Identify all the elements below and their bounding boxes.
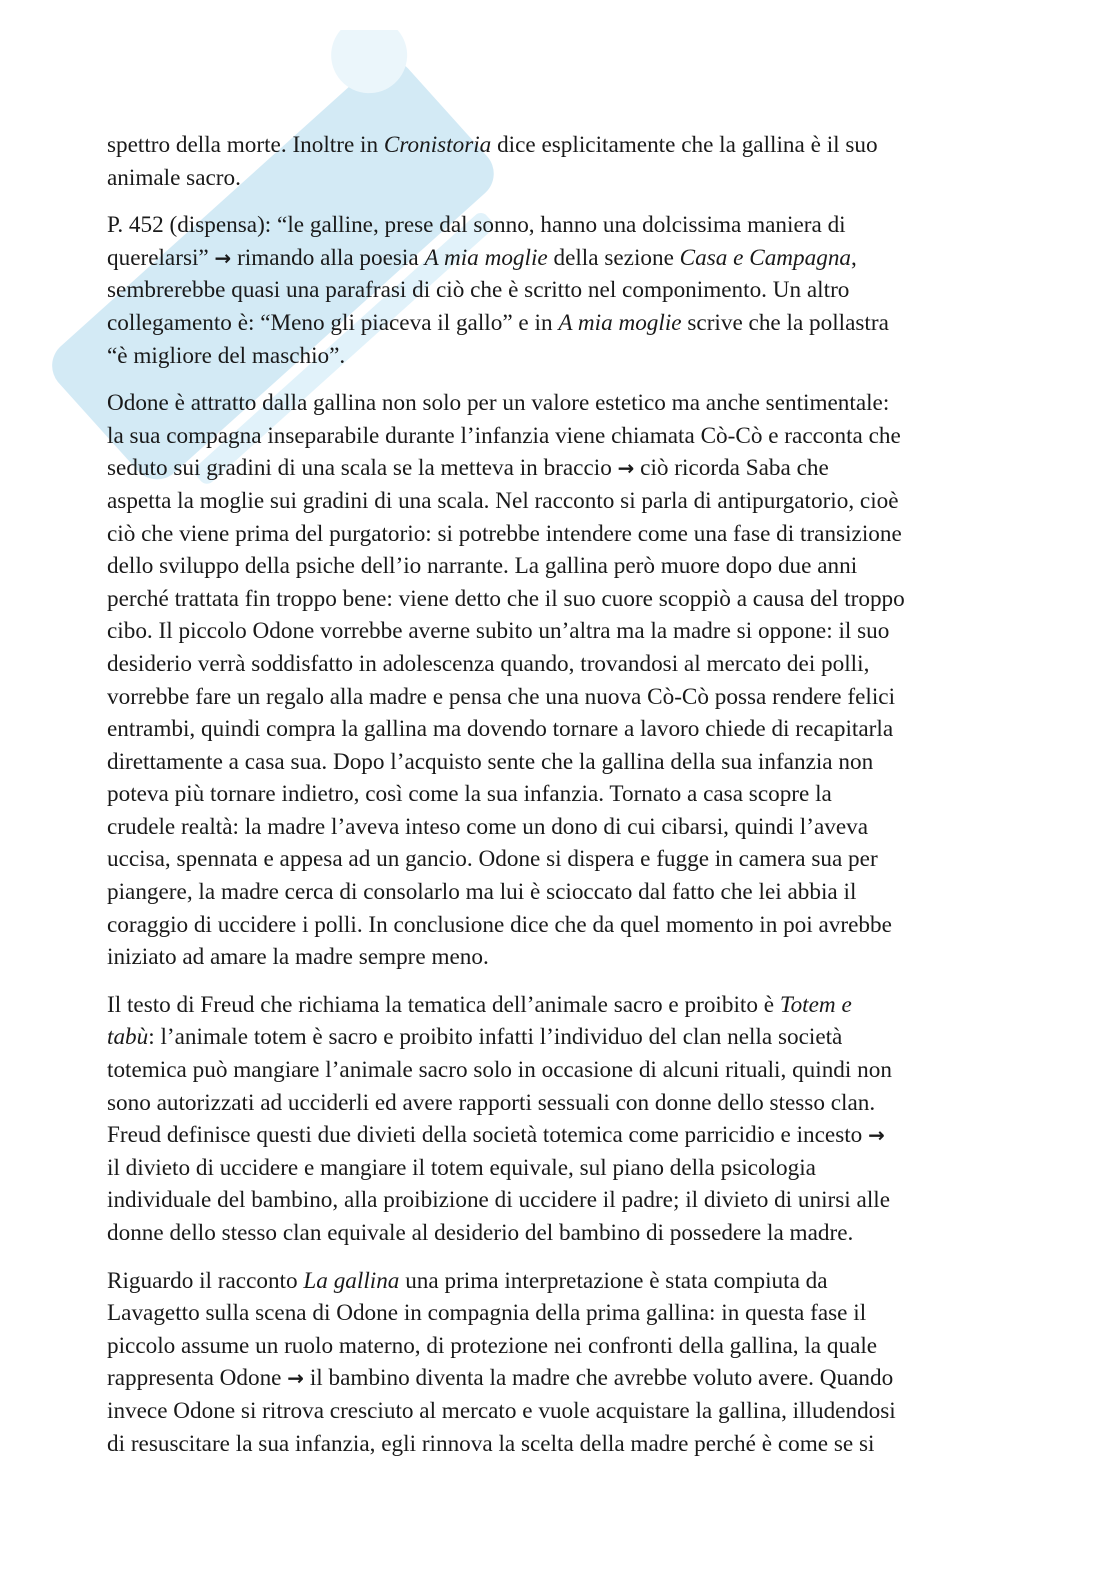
- text-line: [107, 583, 1007, 616]
- arrow-right-icon: →: [214, 245, 232, 270]
- text-run: rappresenta Odone: [107, 1365, 288, 1392]
- text-run: Il testo di Freud che richiama la tematica dell’animale sacro e proibito è: [107, 991, 780, 1018]
- text-run: ,: [851, 244, 857, 271]
- text-line: [107, 681, 1007, 714]
- text-run: rimando alla poesia: [231, 244, 425, 271]
- text-line: [107, 1297, 1007, 1330]
- text-run: di resuscitare la sua infanzia, egli rinnova la scelta della madre perché è come se si: [107, 1430, 875, 1457]
- text-line: [107, 485, 1007, 518]
- document-page: [107, 129, 1007, 1475]
- text-run: Riguardo il racconto: [107, 1267, 304, 1294]
- text-run: vorrebbe fare un regalo alla madre e pensa che una nuova Cò-Cò possa rendere felici: [107, 683, 896, 710]
- text-line: [107, 989, 1007, 1022]
- text-line: [107, 811, 1007, 844]
- text-line: [107, 713, 1007, 746]
- text-line: [107, 876, 1007, 909]
- text-run: piccolo assume un ruolo materno, di protezione nei confronti della gallina, la quale: [107, 1332, 878, 1359]
- text-line: [107, 209, 1007, 242]
- text-run: una prima interpretazione è stata compiuta da: [399, 1267, 828, 1294]
- text-run: aspetta la moglie sui gradini di una scala. Nel racconto si parla di antipurgatorio, cioè: [107, 487, 899, 514]
- text-run: Odone è attratto dalla gallina non solo per un valore estetico ma anche sentimentale:: [107, 390, 890, 417]
- text-line: [107, 648, 1007, 681]
- italic-title: La gallina: [303, 1267, 400, 1294]
- text-line: [107, 518, 1007, 551]
- italic-title: Cronistoria: [383, 132, 492, 158]
- paragraph: [107, 989, 1007, 1250]
- text-line: [107, 1330, 1007, 1363]
- text-line: [107, 242, 1007, 275]
- text-run: ciò ricorda Saba che: [634, 455, 829, 482]
- text-line: [107, 778, 1007, 811]
- italic-title: tabù: [107, 1024, 149, 1051]
- text-run: entrambi, quindi compra la gallina ma dovendo tornare a lavoro chiede di recapitarla: [107, 716, 894, 743]
- text-line: [107, 387, 1007, 420]
- text-run: perché trattata fin troppo bene: viene detto che il suo cuore scoppiò a causa del troppo: [107, 585, 905, 612]
- text-line: [107, 909, 1007, 942]
- text-run: crudele realtà: la madre l’aveva inteso come un dono di cui cibarsi, quindi l’aveva: [107, 813, 869, 840]
- text-line: [107, 746, 1007, 779]
- text-run: cibo. Il piccolo Odone vorrebbe averne subito un’altra ma la madre si oppone: il suo: [107, 618, 890, 645]
- text-line: [107, 340, 1007, 373]
- text-line: [107, 1265, 1007, 1298]
- text-line: [107, 162, 1007, 195]
- paragraph: [107, 387, 1007, 974]
- text-line: [107, 843, 1007, 876]
- text-run: dice esplicitamente che la gallina è il suo: [491, 132, 878, 158]
- text-run: : l’animale totem è sacro e proibito infatti l’individuo del clan nella società: [148, 1024, 843, 1051]
- text-line: [107, 550, 1007, 583]
- text-run: querelarsi”: [107, 244, 215, 271]
- text-run: la sua compagna inseparabile durante l’infanzia viene chiamata Cò-Cò e racconta che: [107, 422, 901, 449]
- arrow-right-icon: →: [868, 1123, 885, 1148]
- text-run: “è migliore del maschio”.: [107, 342, 346, 369]
- text-run: piangere, la madre cerca di consolarlo ma lui è scioccato dal fatto che lei abbia il: [107, 879, 857, 906]
- text-run: scrive che la pollastra: [681, 309, 889, 336]
- text-run: iniziato ad amare la madre sempre meno.: [107, 944, 489, 971]
- text-line: [107, 1021, 1007, 1054]
- text-line: [107, 1152, 1007, 1185]
- text-line: [107, 1395, 1007, 1428]
- italic-title: Totem e: [779, 991, 852, 1018]
- italic-title: A mia moglie: [424, 244, 548, 271]
- text-line: [107, 1119, 1007, 1152]
- text-line: [107, 1087, 1007, 1120]
- text-line: [107, 1362, 1007, 1395]
- text-run: individuale del bambino, alla proibizione di uccidere il padre; il divieto di unirsi alle: [107, 1187, 890, 1214]
- paragraph: [107, 129, 1007, 194]
- text-run: invece Odone si ritrova cresciuto al mercato e vuole acquistare la gallina, illudendosi: [107, 1397, 896, 1424]
- paragraph: [107, 1265, 1007, 1461]
- text-run: collegamento è: “Meno gli piaceva il gallo” e in: [107, 309, 559, 336]
- text-run: spettro della morte. Inoltre in: [107, 132, 384, 158]
- text-run: Freud definisce questi due divieti della società totemica come parricidio e incesto: [107, 1122, 869, 1149]
- text-line: [107, 941, 1007, 974]
- text-run: Lavagetto sulla scena di Odone in compagnia della prima gallina: in questa fase il: [107, 1300, 867, 1327]
- text-run: P. 452 (dispensa): “le galline, prese dal sonno, hanno una dolcissima maniera di: [107, 212, 846, 239]
- arrow-right-icon: →: [287, 1366, 305, 1391]
- text-run: dello sviluppo della psiche dell’io narrante. La gallina però muore dopo due anni: [107, 553, 858, 580]
- text-run: seduto sui gradini di una scala se la metteva in braccio: [107, 455, 618, 482]
- text-line: [107, 420, 1007, 453]
- arrow-right-icon: →: [617, 456, 635, 481]
- italic-title: Casa e Campagna: [679, 244, 852, 271]
- text-run: animale sacro.: [107, 164, 241, 191]
- text-line: [107, 615, 1007, 648]
- text-run: uccisa, spennata e appesa ad un gancio. Odone si dispera e fugge in camera sua per: [107, 846, 878, 873]
- text-line: [107, 1054, 1007, 1087]
- text-line: [107, 1217, 1007, 1250]
- text-run: desiderio verrà soddisfatto in adolescenza quando, trovandosi al mercato dei polli,: [107, 650, 870, 677]
- text-line: [107, 129, 1007, 162]
- text-run: ciò che viene prima del purgatorio: si potrebbe intendere come una fase di transizione: [107, 520, 902, 547]
- text-line: [107, 1428, 1007, 1461]
- text-run: sono autorizzati ad ucciderli ed avere rapporti sessuali con donne dello stesso clan.: [107, 1089, 876, 1116]
- text-run: sembrerebbe quasi una parafrasi di ciò che è scritto nel componimento. Un altro: [107, 277, 850, 304]
- text-run: coraggio di uccidere i polli. In conclusione dice che da quel momento in poi avrebbe: [107, 911, 892, 938]
- text-run: poteva più tornare indietro, così come la sua infanzia. Tornato a casa scopre la: [107, 781, 832, 808]
- text-run: il bambino diventa la madre che avrebbe voluto avere. Quando: [304, 1365, 894, 1392]
- text-line: [107, 1184, 1007, 1217]
- text-run: il divieto di uccidere e mangiare il totem equivale, sul piano della psicologia: [107, 1154, 816, 1181]
- text-run: direttamente a casa sua. Dopo l’acquisto sente che la gallina della sua infanzia non: [107, 748, 874, 775]
- paragraph: [107, 209, 1007, 372]
- text-line: [107, 307, 1007, 340]
- text-run: donne dello stesso clan equivale al desiderio del bambino di possedere la madre.: [107, 1220, 854, 1246]
- italic-title: A mia moglie: [558, 309, 682, 336]
- text-line: [107, 452, 1007, 485]
- text-run: della sezione: [547, 244, 680, 271]
- text-line: [107, 274, 1007, 307]
- text-run: totemica può mangiare l’animale sacro solo in occasione di alcuni rituali, quindi non: [107, 1057, 892, 1084]
